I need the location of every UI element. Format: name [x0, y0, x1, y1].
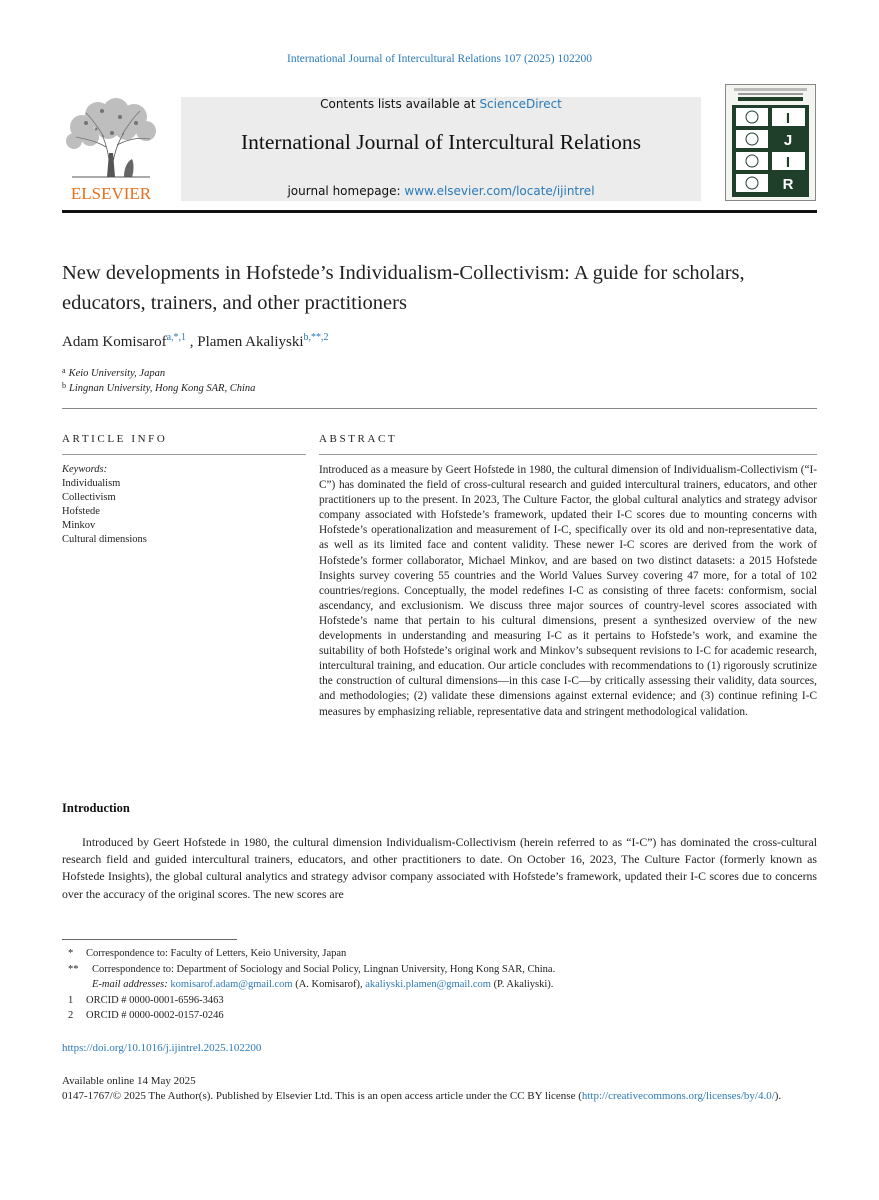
svg-text:R: R: [782, 176, 794, 193]
elsevier-tree-icon: [62, 97, 160, 203]
sciencedirect-link[interactable]: ScienceDirect: [479, 97, 562, 111]
footnote: * Correspondence to: Faculty of Letters, Keio University, Japan: [68, 948, 347, 959]
introduction-heading: Introduction: [62, 801, 130, 815]
author-name[interactable]: Adam Komisarof: [62, 334, 167, 350]
journal-banner: [181, 97, 701, 201]
email-link[interactable]: akaliyski.plamen@gmail.com: [365, 979, 491, 990]
keyword: Cultural dimensions: [62, 534, 147, 545]
available-online: Available online 14 May 2025: [62, 1075, 196, 1087]
keyword: Hofstede: [62, 506, 100, 517]
svg-text:I: I: [785, 154, 791, 171]
keyword: Collectivism: [62, 492, 116, 503]
footnote: ** Correspondence to: Department of Sociology and Social Policy, Lingnan University, Hong Kong SAR, China.: [68, 963, 556, 975]
svg-text:J: J: [783, 132, 793, 149]
abstract-heading: ABSTRACT: [319, 433, 398, 445]
author-list: Adam Komisarof$^{a,*,1}$ , Plamen Akaliyski$^{b,**,2}$: [62, 332, 329, 350]
email-link[interactable]: komisarof.adam@gmail.com: [170, 979, 293, 990]
affiliation: $^a$ Keio University, Japan: [62, 366, 166, 379]
journal-homepage-link[interactable]: www.elsevier.com/locate/ijintrel: [404, 184, 595, 198]
affiliation: $^b$ Lingnan University, Hong Kong SAR, China: [62, 381, 256, 394]
header-rule: [62, 210, 817, 213]
article-info-heading: ARTICLE INFO: [62, 433, 168, 445]
footnotes: [68, 946, 817, 1024]
abstract-text: Introduced as a measure by Geert Hofstede in 1980, the cultural dimension of Individualism-Collectivism (“I-C”) has dominated the field of cross-cultural research and guided intercultural trainers, educators, and other practitioners up to the present. In 2023, The Culture Factor, the global cultural analytics and strategy advisor company associated with Hofstede’s framework, updated their I-C scores due to mounting concerns with Hofstede’s operationalization and measurement of I-C, specifically over its old and non-representative data, as well as its limited face and content validity. These newer I-C scores are derived from the work of Hofstede’s former collaborator, Michael Minkov, and are based on two distinct datasets: a 2015 Hofstede Insights survey covering 55 countries and the World Values Survey covering 47 more, for a total of 102 countries/regions. Conceptually, the model redefines I-C as consisting of three facets: conformism, social ascendancy, and exclusionism. We discuss three major sources of country-level scores associated with Hofstede’s name that pertain to his cultural dimensions, present a synthesized overview of the new developments in understanding and measuring I-C as it pertains to Hofstede’s work, and examine the suitability of both Hofstede’s original work and Minkov’s subsequent revisions to I-C for academic research, intercultural training, and education. Our article concludes with recommendations to (1) rigorously scrutinize the construction of cultural dimensions—in this case I-C—by critically assessing their validity, data sources, and methodologies; (2) validate these dimensions against external evidence; and (3) continue refining I-C measures by emphasizing reliable, representative data and stringent methodological validation.: [319, 464, 817, 718]
journal-homepage-line: journal homepage: www.elsevier.com/locate/ijintrel: [287, 184, 595, 198]
author-marks[interactable]: b,**,2: [303, 332, 329, 343]
journal-cover-thumbnail[interactable]: [725, 84, 816, 201]
abstract-rule: [319, 454, 817, 455]
orcid-footnote: 1 ORCID # 0000-0001-6596-3463: [68, 994, 224, 1006]
license-link[interactable]: http://creativecommons.org/licenses/by/4.0/: [581, 1090, 775, 1102]
article-title: New developments in Hofstede’s Individualism-Collectivism: A guide for scholars, educators, trainers, and other practitioners: [62, 262, 745, 314]
author-marks[interactable]: a,*,1: [166, 332, 187, 343]
doi-link[interactable]: https://doi.org/10.1016/j.ijintrel.2025.102200: [62, 1042, 262, 1054]
keyword: Minkov: [62, 520, 96, 531]
keywords-block: [62, 463, 147, 547]
section-divider: [62, 408, 817, 409]
keyword: Individualism: [62, 478, 121, 489]
footnote-rule: [62, 939, 237, 940]
running-head[interactable]: International Journal of Intercultural Relations 107 (2025) 102200: [287, 53, 592, 65]
introduction-paragraph: Introduced by Geert Hofstede in 1980, the cultural dimension Individualism-Collectivism (herein referred to as “I-C”) has dominated the cross-cultural research field and guided intercultural trainers, educators, and other practitioners to date. On October 16, 2023, The Culture Factor (formerly known as Hofstede Insights), the global cultural analytics and strategy advisor company associated with Hofstede’s framework, updated their I-C scores due to concerns over the accuracy of the original scores. The new scores are: [62, 835, 817, 901]
contents-line: Contents lists available at ScienceDirect: [320, 97, 562, 111]
journal-cover-icon: [726, 85, 815, 200]
svg-text:I: I: [785, 110, 791, 127]
journal-title[interactable]: International Journal of Intercultural Relations: [240, 130, 641, 154]
elsevier-wordmark: ELSEVIER: [70, 184, 152, 203]
copyright-notice: 0147-1767/© 2025 The Author(s). Published by Elsevier Ltd. This is an open access article under the CC BY license (http://creativecommons.org/licenses/by/4.0/).: [62, 1090, 782, 1102]
elsevier-logo[interactable]: [62, 97, 160, 203]
email-footnote: E-mail addresses: komisarof.adam@gmail.com (A. Komisarof), akaliyski.plamen@gmail.com (P. Akaliyski).: [92, 979, 554, 990]
orcid-footnote: 2 ORCID # 0000-0002-0157-0246: [68, 1010, 224, 1021]
article-info-rule: [62, 454, 306, 455]
keywords-label: Keywords:: [62, 464, 108, 475]
author-name[interactable]: Plamen Akaliyski: [197, 334, 304, 350]
